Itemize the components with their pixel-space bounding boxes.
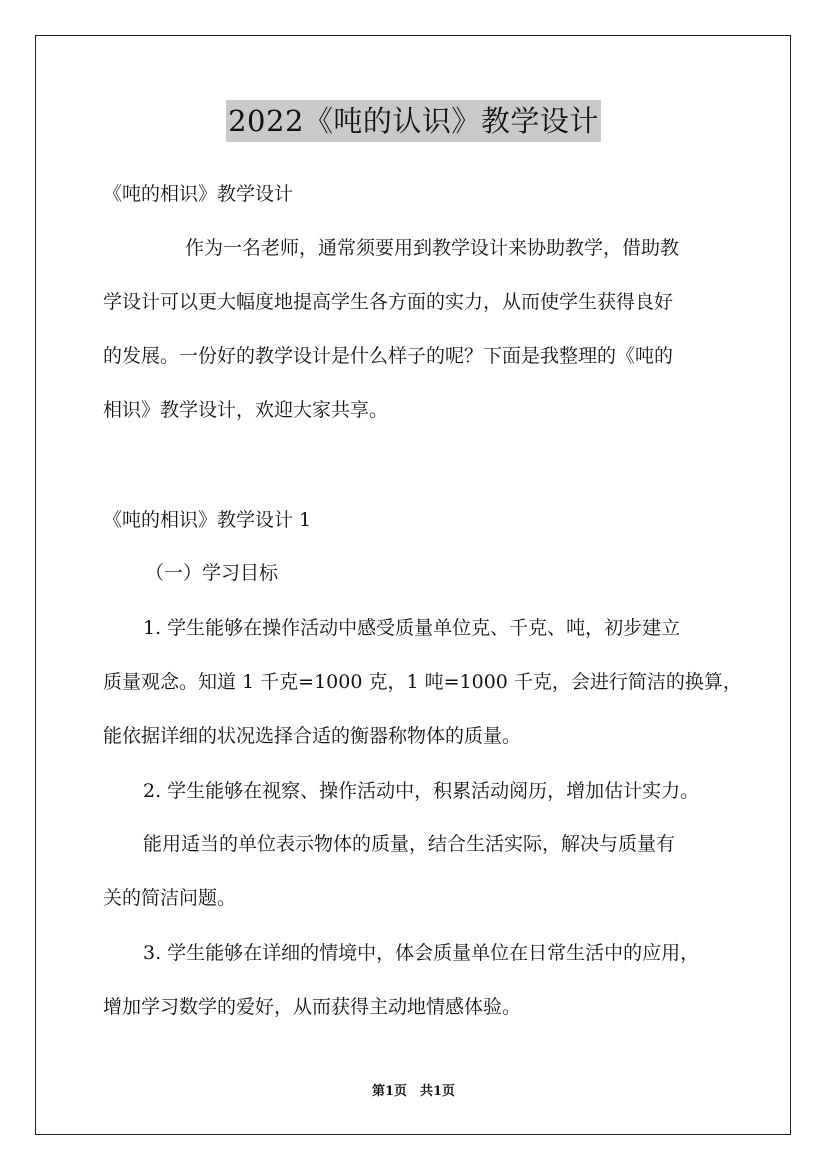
intro-line: 相识》教学设计，欢迎大家共享。	[103, 399, 389, 421]
body-line: 关的简洁问题。	[103, 887, 237, 909]
body-line: 能依据详细的状况选择合适的衡器称物体的质量。	[103, 725, 522, 747]
body-line: 增加学习数学的爱好，从而获得主动地情感体验。	[103, 996, 522, 1018]
subtitle: 《吨的相识》教学设计	[103, 183, 294, 205]
body-line: 1. 学生能够在操作活动中感受质量单位克、千克、吨，初步建立	[143, 617, 681, 639]
intro-line: 作为一名老师，通常须要用到教学设计来协助教学，借助教	[185, 237, 680, 259]
section-heading: 《吨的相识》教学设计 1	[103, 509, 312, 531]
intro-line: 学设计可以更大幅度地提高学生各方面的实力，从而使学生获得良好	[103, 291, 674, 313]
subsection-heading: （一）学习目标	[145, 562, 279, 584]
intro-line: 的发展。一份好的教学设计是什么样子的呢？下面是我整理的《吨的	[103, 345, 674, 367]
body-line: 2. 学生能够在视察、操作活动中，积累活动阅历，增加估计实力。	[143, 780, 700, 802]
body-line: 质量观念。知道 1 千克=1000 克，1 吨=1000 千克，会进行简洁的换算，	[103, 671, 742, 693]
body-line: 3. 学生能够在详细的情境中，体会质量单位在日常生活中的应用，	[143, 942, 700, 964]
title-block	[0, 100, 827, 142]
body-line: 能用适当的单位表示物体的质量，结合生活实际，解决与质量有	[143, 833, 676, 855]
document-title: 2022《吨的认识》教学设计	[226, 100, 601, 142]
page-footer: 第1页 共1页	[371, 1084, 456, 1099]
